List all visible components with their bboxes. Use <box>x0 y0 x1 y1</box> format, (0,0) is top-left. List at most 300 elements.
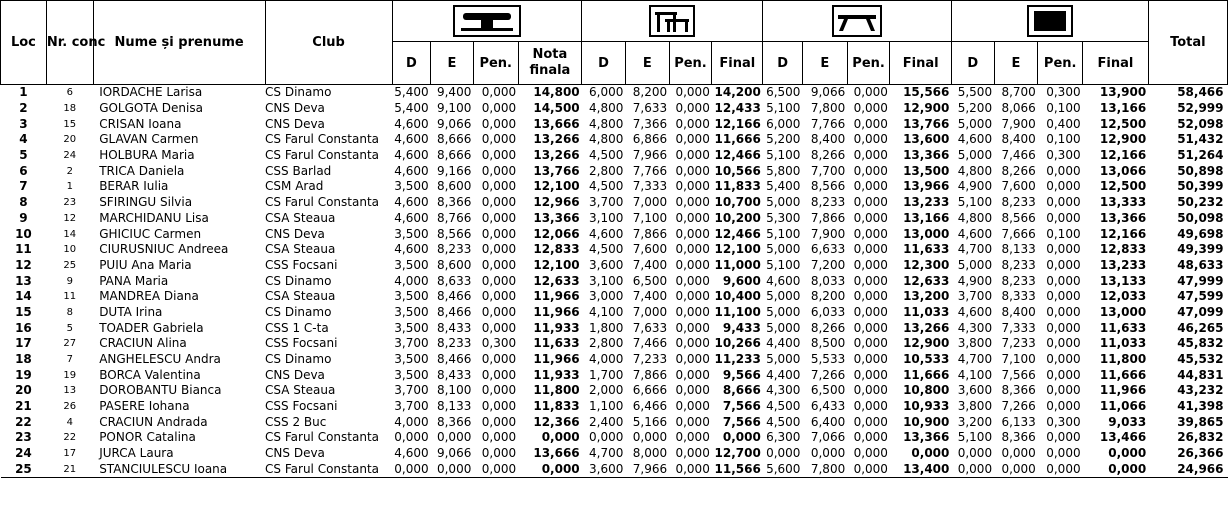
bars-final-cell: 12,100 <box>714 242 761 257</box>
loc-cell: 19 <box>15 367 32 382</box>
vault-pen-cell: 0,000 <box>481 446 517 461</box>
nr-conc-cell: 23 <box>63 197 77 209</box>
vault-d-cell: 0,000 <box>392 462 431 478</box>
floor-e-cell: 7,900 <box>1001 116 1036 131</box>
floor-e-cell: 6,133 <box>1001 414 1036 429</box>
bars-e-cell: 0,000 <box>632 430 668 445</box>
club-cell: CS Farul Constanta <box>265 148 379 163</box>
vault-final-cell: 13,666 <box>533 116 580 131</box>
vault-final-cell: 11,966 <box>533 304 580 319</box>
table-row <box>1 352 1228 368</box>
table-row <box>1 430 1228 446</box>
name-cell: CIURUSNIUC Andreea <box>99 242 229 257</box>
floor-final-cell: 11,033 <box>1099 336 1147 351</box>
vault-pen-cell: 0,000 <box>481 273 517 288</box>
beam-e-cell: 7,200 <box>810 257 846 272</box>
header-uneven-bars <box>582 1 763 42</box>
vault-d-cell: 3,500 <box>394 304 429 319</box>
vault-d-cell: 4,600 <box>394 446 429 461</box>
club-cell: CS Dinamo <box>265 304 332 319</box>
vault-final-cell: 12,833 <box>533 242 580 257</box>
beam-d-cell: 6,300 <box>766 430 801 445</box>
nr-conc-cell: 26 <box>63 401 77 413</box>
bars-d-cell: 4,000 <box>589 352 624 367</box>
nr-conc-cell: 25 <box>63 259 77 271</box>
vault-d-cell: 5,400 <box>394 101 429 116</box>
floor-final-cell: 11,066 <box>1099 399 1147 414</box>
vault-final-cell: 13,266 <box>533 148 580 163</box>
beam-pen-cell: 0,000 <box>853 116 888 131</box>
total-cell: 24,966 <box>1148 462 1227 478</box>
bars-final-cell: 7,566 <box>722 399 761 414</box>
bars-d-cell: 3,600 <box>582 462 626 478</box>
beam-pen-cell: 0,000 <box>853 242 888 257</box>
table-row <box>1 148 1228 164</box>
beam-final-cell: 13,366 <box>903 430 950 445</box>
header-vault-d: D <box>392 42 431 85</box>
vault-pen-cell: 0,000 <box>481 226 517 241</box>
floor-pen-cell: 0,100 <box>1046 132 1081 147</box>
floor-pen-cell: 0,000 <box>1046 195 1081 210</box>
table-row <box>1 305 1228 321</box>
table-body <box>1 85 1228 478</box>
vault-final-cell: 11,933 <box>533 367 580 382</box>
vault-d-cell: 3,500 <box>394 226 429 241</box>
uneven-bars-icon <box>649 5 695 37</box>
bars-e-cell: 7,866 <box>632 367 668 382</box>
floor-e-cell: 7,566 <box>1001 367 1036 382</box>
nr-conc-cell: 20 <box>63 134 77 146</box>
vault-e-cell: 8,600 <box>436 257 472 272</box>
floor-pen-cell: 0,000 <box>1046 179 1081 194</box>
name-cell: TOADER Gabriela <box>99 320 204 335</box>
nr-conc-cell: 10 <box>63 244 77 256</box>
table-row <box>1 446 1228 462</box>
header-vault-e: E <box>431 42 474 85</box>
bars-e-cell: 6,666 <box>632 383 668 398</box>
vault-e-cell: 8,466 <box>436 352 472 367</box>
bars-pen-cell: 0,000 <box>675 85 710 100</box>
beam-final-cell: 15,566 <box>903 85 950 100</box>
beam-d-cell: 5,400 <box>766 179 801 194</box>
total-cell: 58,466 <box>1177 85 1224 100</box>
bars-e-cell: 7,233 <box>632 352 668 367</box>
beam-d-cell: 6,500 <box>766 85 801 100</box>
vault-e-cell: 8,100 <box>436 383 472 398</box>
bars-pen-cell: 0,000 <box>675 116 710 131</box>
bars-e-cell: 7,966 <box>625 462 669 478</box>
vault-d-cell: 4,600 <box>394 148 429 163</box>
vault-final-cell: 12,966 <box>533 195 580 210</box>
beam-e-cell: 7,066 <box>810 430 846 445</box>
loc-cell: 15 <box>15 304 32 319</box>
beam-final-cell: 13,400 <box>890 462 951 478</box>
total-cell: 44,831 <box>1177 367 1224 382</box>
beam-e-cell: 8,200 <box>810 289 846 304</box>
vault-final-cell: 11,933 <box>533 320 580 335</box>
bars-final-cell: 8,666 <box>722 383 761 398</box>
loc-cell: 10 <box>15 226 32 241</box>
bars-e-cell: 6,500 <box>632 273 668 288</box>
header-floor-d: D <box>951 42 994 85</box>
total-cell: 50,399 <box>1177 179 1224 194</box>
header-beam-d: D <box>763 42 803 85</box>
total-cell: 49,698 <box>1177 226 1224 241</box>
beam-pen-cell: 0,000 <box>853 352 888 367</box>
vault-d-cell: 0,000 <box>394 430 429 445</box>
floor-pen-cell: 0,300 <box>1046 85 1081 100</box>
beam-d-cell: 5,200 <box>766 132 801 147</box>
beam-d-cell: 5,100 <box>766 148 801 163</box>
floor-final-cell: 13,133 <box>1099 273 1147 288</box>
floor-pen-cell: 0,000 <box>1046 289 1081 304</box>
floor-pen-cell: 0,000 <box>1046 352 1081 367</box>
bars-e-cell: 7,000 <box>632 304 668 319</box>
vault-pen-cell: 0,000 <box>481 116 517 131</box>
floor-d-cell: 4,600 <box>957 132 993 147</box>
bars-d-cell: 4,800 <box>589 116 624 131</box>
vault-final-cell: 13,266 <box>533 132 580 147</box>
name-cell: PUIU Ana Maria <box>99 257 192 272</box>
beam-d-cell: 5,100 <box>766 226 801 241</box>
name-cell: STANCIULESCU Ioana <box>93 462 265 478</box>
beam-d-cell: 6,000 <box>766 116 801 131</box>
vault-pen-cell: 0,000 <box>481 320 517 335</box>
bars-final-cell: 14,200 <box>714 85 761 100</box>
bars-final-cell: 10,566 <box>714 163 761 178</box>
total-cell: 50,098 <box>1177 210 1224 225</box>
bars-e-cell: 5,166 <box>632 414 668 429</box>
floor-e-cell: 8,133 <box>1001 242 1036 257</box>
table-row <box>1 242 1228 258</box>
beam-e-cell: 7,266 <box>810 367 846 382</box>
table-row <box>1 116 1228 132</box>
bars-final-cell: 10,200 <box>714 210 761 225</box>
vault-pen-cell: 0,000 <box>481 210 517 225</box>
table-row <box>1 414 1228 430</box>
floor-pen-cell: 0,000 <box>1046 273 1081 288</box>
floor-d-cell: 5,200 <box>957 101 993 116</box>
beam-e-cell: 8,033 <box>810 273 846 288</box>
vault-d-cell: 4,600 <box>394 163 429 178</box>
beam-e-cell: 8,233 <box>810 195 846 210</box>
floor-final-cell: 12,900 <box>1099 132 1147 147</box>
vault-d-cell: 4,600 <box>394 242 429 257</box>
beam-d-cell: 5,100 <box>766 257 801 272</box>
beam-d-cell: 5,000 <box>766 195 801 210</box>
floor-d-cell: 4,900 <box>957 179 993 194</box>
bars-pen-cell: 0,000 <box>675 289 710 304</box>
vault-e-cell: 8,133 <box>436 399 472 414</box>
bars-d-cell: 2,000 <box>589 383 624 398</box>
bars-e-cell: 7,966 <box>632 148 668 163</box>
bars-pen-cell: 0,000 <box>675 163 710 178</box>
vault-e-cell: 8,666 <box>436 148 472 163</box>
nr-conc-cell: 8 <box>66 306 73 318</box>
floor-d-cell: 4,100 <box>957 367 993 382</box>
beam-e-cell: 6,033 <box>810 304 846 319</box>
beam-final-cell: 13,766 <box>903 116 950 131</box>
vault-d-cell: 3,500 <box>394 352 429 367</box>
bars-d-cell: 3,700 <box>589 195 624 210</box>
floor-final-cell: 11,800 <box>1099 352 1147 367</box>
floor-pen-cell: 0,000 <box>1046 336 1081 351</box>
total-cell: 49,399 <box>1177 242 1224 257</box>
bars-final-cell: 12,466 <box>714 226 761 241</box>
club-cell: CNS Deva <box>265 101 325 116</box>
club-cell: CS Farul Constanta <box>265 430 379 445</box>
beam-e-cell: 8,400 <box>810 132 846 147</box>
name-cell: SFIRINGU Silvia <box>99 195 193 210</box>
bars-pen-cell: 0,000 <box>675 148 710 163</box>
header-floor-e: E <box>994 42 1038 85</box>
name-cell: GHICIUC Carmen <box>99 226 202 241</box>
total-cell: 50,898 <box>1177 163 1224 178</box>
beam-e-cell: 0,000 <box>810 446 846 461</box>
bars-pen-cell: 0,000 <box>675 383 710 398</box>
floor-pen-cell: 0,000 <box>1046 430 1081 445</box>
nr-conc-cell: 17 <box>63 448 77 460</box>
beam-d-cell: 4,300 <box>766 383 801 398</box>
bars-final-cell: 11,666 <box>714 132 761 147</box>
beam-pen-cell: 0,000 <box>853 85 888 100</box>
bars-e-cell: 7,766 <box>632 163 668 178</box>
vault-final-cell: 12,100 <box>533 257 580 272</box>
club-cell: CNS Deva <box>265 367 325 382</box>
floor-d-cell: 4,900 <box>957 273 993 288</box>
floor-e-cell: 8,066 <box>1001 101 1036 116</box>
beam-final-cell: 13,500 <box>903 163 950 178</box>
name-cell: MARCHIDANU Lisa <box>99 210 209 225</box>
beam-pen-cell: 0,000 <box>853 304 888 319</box>
beam-pen-cell: 0,000 <box>847 462 890 478</box>
header-vault-pen: Pen. <box>473 42 518 85</box>
loc-cell: 2 <box>19 101 28 116</box>
table-row <box>1 462 1228 478</box>
beam-final-cell: 11,033 <box>903 304 950 319</box>
beam-e-cell: 7,700 <box>810 163 846 178</box>
beam-final-cell: 12,300 <box>903 257 950 272</box>
floor-e-cell: 8,266 <box>1001 163 1036 178</box>
bars-e-cell: 8,000 <box>632 446 668 461</box>
floor-e-cell: 8,366 <box>1001 430 1036 445</box>
nr-conc-cell: 14 <box>63 228 77 240</box>
beam-pen-cell: 0,000 <box>853 273 888 288</box>
bars-pen-cell: 0,000 <box>675 320 710 335</box>
beam-final-cell: 10,933 <box>903 399 950 414</box>
loc-cell: 23 <box>15 430 32 445</box>
vault-e-cell: 8,766 <box>436 210 472 225</box>
total-cell: 47,099 <box>1177 304 1224 319</box>
beam-e-cell: 8,500 <box>810 336 846 351</box>
bars-pen-cell: 0,000 <box>669 462 712 478</box>
bars-e-cell: 7,100 <box>632 210 668 225</box>
floor-pen-cell: 0,000 <box>1046 446 1081 461</box>
beam-final-cell: 13,966 <box>903 179 950 194</box>
beam-final-cell: 12,900 <box>903 101 950 116</box>
beam-e-cell: 6,433 <box>810 399 846 414</box>
loc-cell: 12 <box>15 257 32 272</box>
name-cell: MANDREA Diana <box>99 289 199 304</box>
vault-d-cell: 4,000 <box>394 273 429 288</box>
floor-pen-cell: 0,000 <box>1046 163 1081 178</box>
vault-e-cell: 9,066 <box>436 116 472 131</box>
nr-conc-cell: 7 <box>66 354 73 366</box>
floor-e-cell: 8,333 <box>1001 289 1036 304</box>
bars-final-cell: 9,566 <box>722 367 761 382</box>
nr-conc-cell: 19 <box>63 369 77 381</box>
vault-final-cell: 12,066 <box>533 226 580 241</box>
name-cell: PASERE Iohana <box>99 399 190 414</box>
beam-pen-cell: 0,000 <box>853 101 888 116</box>
vault-pen-cell: 0,000 <box>481 242 517 257</box>
loc-cell: 18 <box>15 352 32 367</box>
beam-d-cell: 4,600 <box>766 273 801 288</box>
club-cell: CS Dinamo <box>265 85 332 100</box>
bars-final-cell: 9,433 <box>722 320 761 335</box>
loc-cell: 6 <box>19 163 28 178</box>
header-beam-pen: Pen. <box>847 42 890 85</box>
beam-e-cell: 7,800 <box>802 462 847 478</box>
beam-e-cell: 9,066 <box>810 85 846 100</box>
bars-pen-cell: 0,000 <box>675 352 710 367</box>
vault-final-cell: 13,366 <box>533 210 580 225</box>
bars-final-cell: 12,466 <box>714 148 761 163</box>
nr-conc-cell: 2 <box>66 165 73 177</box>
floor-final-cell: 13,166 <box>1099 101 1147 116</box>
club-cell: CSA Steaua <box>265 242 336 257</box>
floor-final-cell: 13,900 <box>1099 85 1147 100</box>
bars-pen-cell: 0,000 <box>675 304 710 319</box>
bars-d-cell: 3,100 <box>589 210 624 225</box>
vault-final-cell: 12,366 <box>533 414 580 429</box>
nr-conc-cell: 27 <box>63 338 77 350</box>
loc-cell: 14 <box>15 289 32 304</box>
balance-beam-icon <box>832 5 882 37</box>
beam-d-cell: 4,500 <box>766 399 801 414</box>
header-balance-beam <box>763 1 952 42</box>
club-cell: CSS Focsani <box>265 399 338 414</box>
floor-pen-cell: 0,300 <box>1046 414 1081 429</box>
beam-e-cell: 6,500 <box>810 383 846 398</box>
bars-e-cell: 7,400 <box>632 289 668 304</box>
name-cell: IORDACHE Larisa <box>99 85 203 100</box>
name-cell: GOLGOTA Denisa <box>99 101 203 116</box>
floor-d-cell: 3,800 <box>957 399 993 414</box>
floor-d-cell: 3,200 <box>957 414 993 429</box>
nr-conc-cell: 1 <box>66 181 73 193</box>
table-row <box>1 273 1228 289</box>
loc-cell: 13 <box>15 273 32 288</box>
beam-d-cell: 5,800 <box>766 163 801 178</box>
beam-pen-cell: 0,000 <box>853 148 888 163</box>
bars-d-cell: 4,500 <box>589 242 624 257</box>
floor-final-cell: 13,000 <box>1099 304 1147 319</box>
vault-e-cell: 9,066 <box>436 446 472 461</box>
club-cell: CNS Deva <box>265 226 325 241</box>
floor-e-cell: 7,466 <box>1001 148 1036 163</box>
table-row <box>1 226 1228 242</box>
table-row <box>1 367 1228 383</box>
floor-pen-cell: 0,100 <box>1046 101 1081 116</box>
floor-final-cell: 13,333 <box>1099 195 1147 210</box>
club-cell: CSS 2 Buc <box>265 414 327 429</box>
vault-pen-cell: 0,000 <box>481 414 517 429</box>
bars-e-cell: 7,000 <box>632 195 668 210</box>
floor-e-cell: 8,366 <box>1001 383 1036 398</box>
name-cell: HOLBURA Maria <box>99 148 195 163</box>
table-row <box>1 399 1228 415</box>
total-cell: 45,832 <box>1177 336 1224 351</box>
name-cell: TRICA Daniela <box>99 163 185 178</box>
total-cell: 51,264 <box>1177 148 1224 163</box>
floor-e-cell: 8,566 <box>1001 210 1036 225</box>
floor-final-cell: 13,233 <box>1099 257 1147 272</box>
beam-final-cell: 13,166 <box>903 210 950 225</box>
total-cell: 52,999 <box>1177 101 1224 116</box>
vault-pen-cell: 0,000 <box>473 462 518 478</box>
table-row <box>1 195 1228 211</box>
bars-e-cell: 6,866 <box>632 132 668 147</box>
floor-pen-cell: 0,000 <box>1046 210 1081 225</box>
floor-final-cell: 13,466 <box>1099 430 1147 445</box>
vault-d-cell: 3,500 <box>394 367 429 382</box>
beam-d-cell: 5,000 <box>766 352 801 367</box>
header-vault-nota-finala: Nota finala <box>518 42 582 85</box>
vault-final-cell: 0,000 <box>518 462 582 478</box>
header-name: Nume și prenume <box>93 1 265 85</box>
bars-d-cell: 1,800 <box>589 320 624 335</box>
bars-final-cell: 12,166 <box>714 116 761 131</box>
beam-pen-cell: 0,000 <box>853 430 888 445</box>
vault-e-cell: 8,233 <box>436 242 472 257</box>
nr-conc-cell: 6 <box>66 87 73 99</box>
bars-pen-cell: 0,000 <box>675 367 710 382</box>
nr-conc-cell: 9 <box>66 275 73 287</box>
floor-final-cell: 0,000 <box>1108 446 1147 461</box>
bars-pen-cell: 0,000 <box>675 101 710 116</box>
beam-pen-cell: 0,000 <box>853 195 888 210</box>
name-cell: CRISAN Ioana <box>99 116 182 131</box>
nr-conc-cell: 24 <box>63 150 77 162</box>
total-cell: 51,432 <box>1177 132 1224 147</box>
floor-d-cell: 5,000 <box>957 148 993 163</box>
bars-pen-cell: 0,000 <box>675 242 710 257</box>
vault-e-cell: 8,600 <box>436 179 472 194</box>
floor-d-cell: 3,600 <box>957 383 993 398</box>
bars-d-cell: 4,800 <box>589 132 624 147</box>
header-floor <box>951 1 1148 42</box>
bars-d-cell: 2,800 <box>589 163 624 178</box>
nr-conc-cell: 11 <box>63 291 77 303</box>
beam-pen-cell: 0,000 <box>853 289 888 304</box>
beam-final-cell: 12,900 <box>903 336 950 351</box>
bars-d-cell: 4,500 <box>589 179 624 194</box>
nr-conc-cell: 4 <box>66 416 73 428</box>
floor-final-cell: 12,033 <box>1099 289 1147 304</box>
vault-final-cell: 11,966 <box>533 289 580 304</box>
vault-pen-cell: 0,000 <box>481 257 517 272</box>
club-cell: CNS Deva <box>265 446 325 461</box>
name-cell: CRACIUN Andrada <box>99 414 208 429</box>
bars-e-cell: 7,633 <box>632 320 668 335</box>
loc-cell: 5 <box>19 148 28 163</box>
floor-pen-cell: 0,000 <box>1046 242 1081 257</box>
total-cell: 26,832 <box>1177 430 1224 445</box>
floor-d-cell: 5,000 <box>957 257 993 272</box>
floor-e-cell: 8,233 <box>1001 195 1036 210</box>
bars-e-cell: 6,466 <box>632 399 668 414</box>
